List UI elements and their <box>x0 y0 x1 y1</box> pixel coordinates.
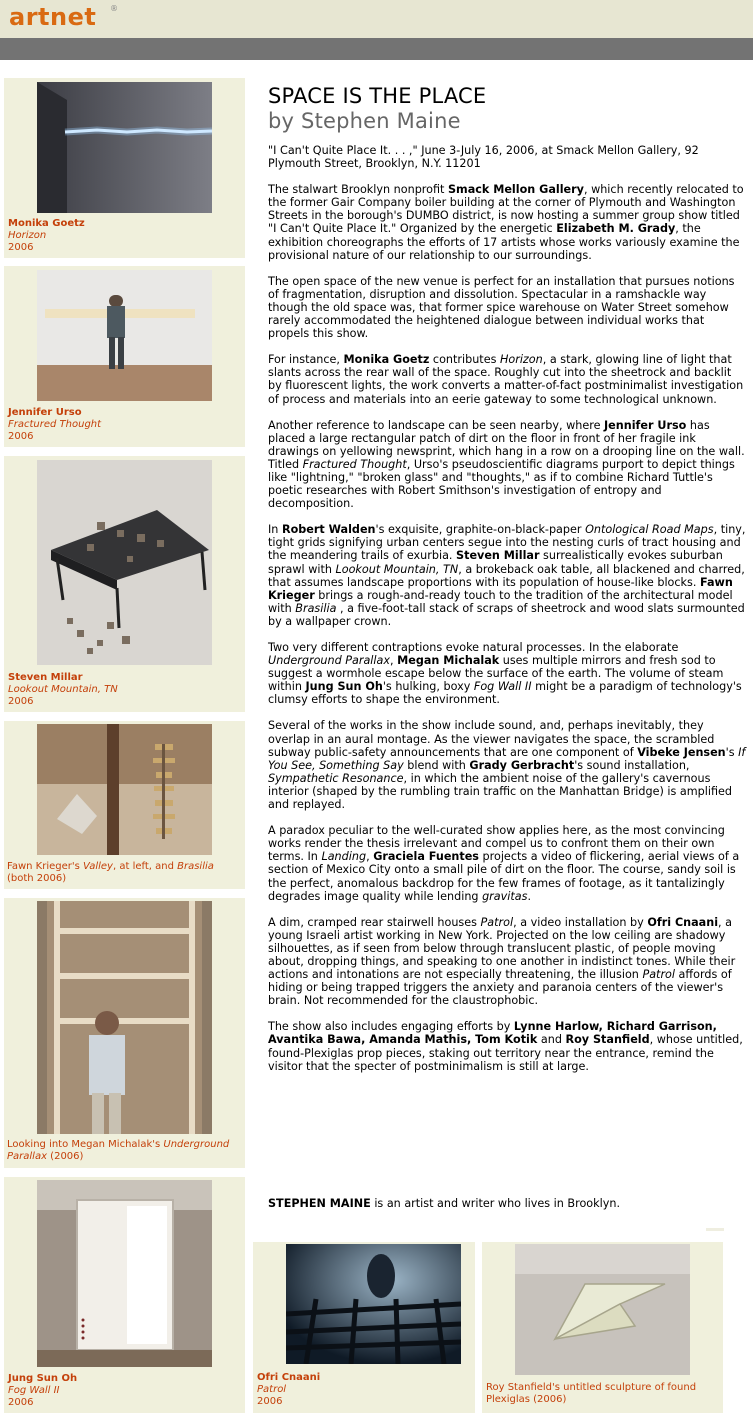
caption-artist: Monika Goetz <box>8 218 85 229</box>
text-run: brings a rough-and-ready touch to the tradition of the architectural model with <box>268 588 733 615</box>
photo-stanfield-plexiglas[interactable] <box>515 1244 690 1375</box>
italic-title: Sympathetic Resonance <box>268 771 404 785</box>
text-run: Several of the works in the show include sound, and, perhaps inevitably, they overlap in an aural montage. As the viewer navigates the space, the scrambled subway public-safety announcements that are one component of <box>268 719 715 759</box>
article-paragraph <box>268 824 748 903</box>
caption-michalak <box>7 1139 239 1163</box>
text-run: , a video installation by <box>513 915 648 929</box>
italic-title: Patrol <box>480 915 514 929</box>
bold-name: Grady Gerbracht <box>469 758 575 772</box>
text-run: blend with <box>403 758 470 772</box>
photo-krieger-valley-brasilia[interactable] <box>37 724 212 855</box>
italic-title: Patrol <box>642 968 675 982</box>
site-header <box>0 0 753 38</box>
article-byline: by Stephen Maine <box>268 109 461 133</box>
bold-name: Jennifer Urso <box>604 418 687 432</box>
image-card-millar <box>4 456 245 712</box>
caption-work: Lookout Mountain, TN <box>8 684 118 695</box>
photo-urso-fractured-thought[interactable] <box>37 270 212 401</box>
text-run: A dim, cramped rear stairwell houses <box>268 915 481 929</box>
italic-title: Ontological Road Maps <box>585 523 714 537</box>
bold-name: Steven Millar <box>456 549 540 563</box>
text-run: The stalwart Brooklyn nonprofit <box>268 183 448 197</box>
italic-title: Underground Parallax <box>7 1139 230 1162</box>
text-run: affords of hiding or being trapped triggers the anxiety and paranoia centers of the viewer's brain. Not recommended for the claustrophobic. <box>268 968 732 1008</box>
registered-mark: ® <box>110 4 118 13</box>
italic-title: Fractured Thought <box>302 457 407 471</box>
caption-text <box>7 861 214 884</box>
italic-title: If You See, Something Say <box>268 745 746 772</box>
text-run: has placed a large rectangular patch of dirt on the floor in front of her fragile ink drawings on yellowing newsprint, which hang in a row on a drooping line on the wall. Titled <box>268 418 745 471</box>
article-paragraph <box>268 719 748 811</box>
bold-name: Jung Sun Oh <box>305 680 383 694</box>
text-run: , a brokeback oak table, all blackened and charred, that assumes landscape proportions with its population of house-like blocks. <box>268 562 745 589</box>
text-run: , the exhibition choreographs the efforts of 17 artists whose works variously examine the provisional nature of our relationship to our surroundings. <box>268 222 740 262</box>
photo-oh-fog-wall-ii[interactable] <box>37 1180 212 1367</box>
text-run: , Urso's pseudoscientific diagrams purport to depict things like "lightning," "broken glass" and "thoughts," as if to combine Richard Tuttle's poetic researches with Robert Smithson's investigation of entropy and decomposition. <box>268 457 735 511</box>
italic-title: Horizon <box>499 353 543 367</box>
article-paragraph <box>268 183 748 262</box>
caption-millar <box>8 672 238 708</box>
italic-title: Fog Wall II <box>473 680 532 694</box>
photo-cnaani-patrol[interactable] <box>286 1244 461 1364</box>
bold-name: STEPHEN MAINE <box>268 1197 371 1210</box>
text-run: (both 2006) <box>7 873 67 884</box>
text-run: , which recently relocated to the former Gair Company boiler building at the corner of Plymouth and Washington Streets in the borough's DUMBO district, is now hosting a summer group show titled "I Can't Quite Place It." Organized by the energetic <box>268 183 744 236</box>
text-run: The show also includes engaging efforts by <box>268 1020 514 1034</box>
show-info: "I Can't Quite Place It. . . ," June 3-July 16, 2006, at Smack Mellon Gallery, 92 Plymouth Street, Brooklyn, N.Y. 11201 <box>268 144 699 171</box>
caption-stanfield: Roy Stanfield's untitled sculpture of found Plexiglas (2006) <box>486 1382 697 1405</box>
caption-year: 2006 <box>8 242 34 253</box>
text-run: Looking into Megan Michalak's <box>7 1139 164 1150</box>
caption-year: 2006 <box>8 696 34 707</box>
caption-work: Horizon <box>8 230 47 241</box>
text-run: 's hulking, boxy <box>382 680 474 694</box>
image-card-cnaani <box>253 1242 475 1413</box>
text-run: . <box>527 889 531 903</box>
nav-bar <box>0 38 753 60</box>
author-bio <box>268 1197 620 1211</box>
text-run: , <box>390 654 398 668</box>
italic-title: Brasilia <box>295 601 337 615</box>
bold-name: Ofri Cnaani <box>647 915 719 929</box>
image-card-stanfield <box>482 1242 723 1413</box>
text-run: , tiny, tight grids signifying urban centers segue into the nesting curls of tract housing and the meandering trails of exurbia. <box>268 523 746 563</box>
caption-text <box>7 1139 229 1162</box>
caption-artist: Jennifer Urso <box>8 407 82 418</box>
text-run: A paradox peculiar to the well-curated show applies here, as the most convincing works render the thesis irrelevant and compel us to confront them on their own terms. In <box>268 824 725 864</box>
caption-work: Fog Wall II <box>8 1385 60 1396</box>
caption-work: Fractured Thought <box>8 419 102 430</box>
bold-name: Vibeke Jensen <box>637 745 726 759</box>
bold-name: Lynne Harlow, Richard Garrison, Avantika Bawa, Amanda Mathis, Tom Kotik <box>268 1020 717 1047</box>
text-run: uses multiple mirrors and fresh sod to suggest a wormhole escape below the surface of the earth. The volume of steam within <box>268 654 724 694</box>
text-run: For instance, <box>268 353 344 367</box>
photo-millar-lookout-mountain[interactable] <box>37 460 212 665</box>
article-paragraph <box>268 523 748 628</box>
article-paragraph <box>268 1020 748 1072</box>
italic-title: Lookout Mountain, TN <box>335 562 459 576</box>
text-run: might be a paradigm of technology's clumsy efforts to shape the environment. <box>268 680 742 707</box>
bold-name: Monika Goetz <box>343 353 430 367</box>
text-run: , a five-foot-tall stack of scraps of sheetrock and wood slats surmounted by a wallpaper crown. <box>268 601 745 628</box>
bold-name: Fawn Krieger <box>268 575 733 602</box>
caption-krieger <box>7 861 239 885</box>
text-run: , at left, and <box>112 861 178 872</box>
article-paragraph <box>268 916 748 1008</box>
divider <box>706 1228 724 1231</box>
photo-goetz-horizon[interactable] <box>37 82 212 213</box>
image-card-goetz <box>4 78 245 258</box>
caption-cnaani <box>257 1372 467 1408</box>
text-run: , a stark, glowing line of light that slants across the rear wall of the space. Roughly cut into the sheetrock and backlit by fluorescent lights, the work converts a matter-of-fact postminimalist investigation of process and materials into an eerie gateway to some technological unknown. <box>268 353 744 406</box>
italic-title: gravitas <box>482 889 528 903</box>
text-run: surrealistically evokes suburban sprawl with <box>268 549 723 576</box>
image-card-oh <box>4 1177 245 1413</box>
text-run: and <box>537 1033 566 1047</box>
italic-title: Landing <box>321 850 367 864</box>
article-body <box>268 183 748 1073</box>
caption-year: 2006 <box>257 1396 283 1407</box>
bold-name: Roy Stanfield <box>565 1033 650 1047</box>
bold-name: Robert Walden <box>281 523 376 537</box>
artnet-logo[interactable]: artnet <box>9 3 97 31</box>
article <box>268 84 748 1086</box>
text-run: 's exquisite, graphite-on-black-paper <box>375 523 586 537</box>
text-run: , <box>366 850 374 864</box>
caption-oh <box>8 1373 238 1409</box>
article-paragraph <box>268 419 748 511</box>
text-run: The open space of the new venue is perfect for an installation that pursues notions of fragmentation, disruption and dissolution. Spectacular in a ramshackle way though the old space was, that former spice warehouse on Water Street somehow rarely accommodated the heightened dialogue between individual works that propels this show. <box>268 274 735 341</box>
text-run: Another reference to landscape can be seen nearby, where <box>268 418 605 432</box>
bold-name: Smack Mellon Gallery <box>447 183 584 197</box>
italic-title: Brasilia <box>177 861 214 872</box>
text-run: Two very different contraptions evoke natural processes. In the elaborate <box>268 641 679 654</box>
article-paragraph <box>268 353 748 405</box>
photo-michalak-underground-parallax[interactable] <box>37 901 212 1134</box>
italic-title: Valley <box>83 861 113 872</box>
caption-year: 2006 <box>8 431 34 442</box>
image-card-urso <box>4 266 245 447</box>
caption-year: 2006 <box>8 1397 34 1408</box>
caption-artist: Steven Millar <box>8 672 83 683</box>
caption-work: Patrol <box>257 1384 287 1395</box>
bold-name: Graciela Fuentes <box>373 850 479 864</box>
text-run: , whose untitled, found-Plexiglas prop pieces, staking out territory near the entrance, remind the visitor that the specter of postminimalism is still at large. <box>268 1033 743 1073</box>
text-run: 's sound installation, <box>574 758 690 772</box>
article-paragraph <box>268 275 748 340</box>
text-run: In <box>268 523 282 537</box>
text-run: 's <box>725 745 739 759</box>
text-run: is an artist and writer who lives in Brooklyn. <box>370 1197 620 1210</box>
text-run: Fawn Krieger's <box>7 861 84 872</box>
bold-name: Megan Michalak <box>397 654 500 668</box>
caption-urso <box>8 407 238 443</box>
bold-name: Elizabeth M. Grady <box>556 222 676 236</box>
article-title: SPACE IS THE PLACE <box>268 84 487 108</box>
text-run: contributes <box>429 353 500 367</box>
article-paragraph <box>268 641 748 706</box>
image-card-michalak <box>4 898 245 1168</box>
text-run: projects a video of flickering, aerial views of a section of Mexico City onto a small pile of dirt on the floor. The course, sandy soil is the perfect, anomalous backdrop for the few frames of footage, as it tantalizingly degrades image quality while lending <box>268 850 740 903</box>
bio-text <box>268 1197 620 1210</box>
caption-artist: Ofri Cnaani <box>257 1372 321 1383</box>
caption-goetz <box>8 218 238 254</box>
image-card-krieger <box>4 721 245 889</box>
text-run: , in which the ambient noise of the gallery's cavernous interior (shaped by the rumbling train traffic on the Manhattan Bridge) is amplified and replayed. <box>268 771 732 812</box>
text-run: (2006) <box>47 1151 84 1162</box>
italic-title: Underground Parallax <box>268 654 390 668</box>
text-run: , a young Israeli artist working in New York. Projected on the low ceiling are shadowy silhouettes, as if seen from below through translucent plastic, of people moving about, dropping things, and speaking to one another in indistinct tones. While their actions and intonations are not especially threatening, the illusion <box>268 915 736 982</box>
caption-artist: Jung Sun Oh <box>8 1373 78 1384</box>
